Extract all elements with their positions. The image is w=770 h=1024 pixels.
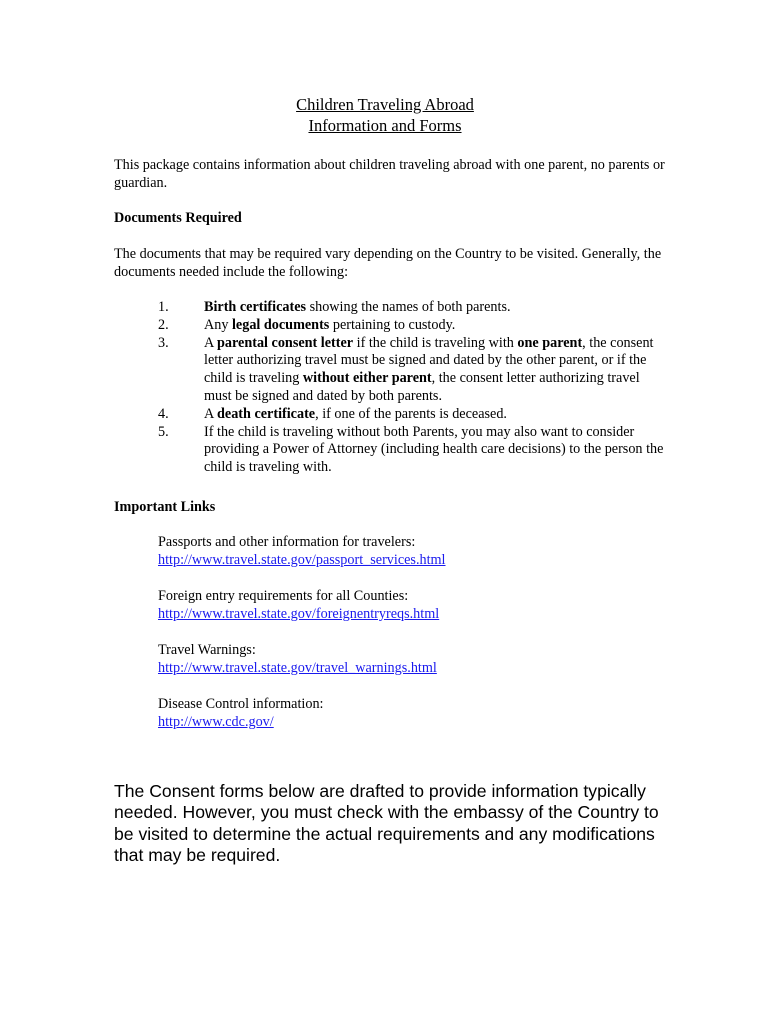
passport-services-link[interactable]: http://www.travel.state.gov/passport_services.html: [158, 551, 446, 568]
list-item: [0, 335, 770, 406]
consent-forms-notice: The Consent forms below are drafted to provide information typically needed. However, you must check with the embassy of the Country to be visited to determine the actual requirements and any modifications that may be required.: [114, 781, 659, 866]
list-item-text: [204, 335, 664, 406]
list-item-bold-text: parental consent letter: [217, 334, 354, 351]
link-block-passports: [158, 534, 678, 570]
list-item-plain-text: Any: [204, 316, 232, 333]
list-item: [0, 406, 770, 424]
documents-intro-paragraph: The documents that may be required vary depending on the Country to be visited. Generally, the documents needed include the following:: [114, 246, 662, 280]
list-item-number: 2.: [158, 316, 169, 333]
link-block-travel-warnings: [158, 642, 678, 678]
list-item: [0, 317, 770, 335]
list-item-text: [204, 406, 664, 424]
list-item-bold-text: without either parent: [302, 370, 432, 387]
list-item-number: 5.: [158, 423, 169, 440]
documents-list: [0, 299, 770, 477]
list-item-number: 4.: [158, 405, 169, 422]
list-item-plain-text: A: [204, 405, 218, 422]
list-item-plain-text: , if one of the parents is deceased.: [315, 405, 507, 422]
link-block-disease-control: [158, 696, 678, 732]
list-item-bold-text: death certificate: [217, 405, 316, 422]
list-item-plain-text: If the child is traveling without both Parents, you may also want to consider providing a Power of Attorney (including health care decisions) to the person the child is traveling with.: [204, 423, 664, 476]
important-links-heading: Important Links: [114, 499, 216, 515]
list-item-bold-text: one parent: [517, 334, 583, 351]
list-item-plain-text: , the consent letter authorizing travel must be signed and dated by both parents.: [204, 370, 640, 404]
foreign-entry-requirements-link[interactable]: http://www.travel.state.gov/foreignentryreqs.html: [158, 605, 440, 622]
disease-control-link[interactable]: http://www.cdc.gov/: [158, 713, 274, 730]
link-label: Foreign entry requirements for all Counties:: [158, 588, 409, 604]
list-item-number: 3.: [158, 334, 169, 351]
list-item-text: [204, 299, 664, 317]
link-block-foreign-entry: [158, 588, 678, 624]
document-title: Children Traveling Abroad: [296, 95, 474, 114]
list-item-plain-text: pertaining to custody.: [329, 316, 456, 333]
documents-required-heading: Documents Required: [114, 210, 242, 226]
list-item-plain-text: showing the names of both parents.: [306, 299, 511, 315]
list-item-number: 1.: [158, 299, 169, 315]
travel-warnings-link[interactable]: http://www.travel.state.gov/travel_warnings.html: [158, 659, 437, 676]
list-item: [0, 299, 770, 317]
list-item-plain-text: A: [204, 334, 218, 351]
document-subtitle: Information and Forms: [308, 116, 462, 135]
list-item-plain-text: , the consent letter authorizing travel must be signed and dated by the other parent, or if the child is traveling: [204, 334, 654, 387]
link-label: Travel Warnings:: [158, 642, 256, 658]
list-item-text: [204, 424, 664, 477]
list-item: [0, 424, 770, 477]
list-item-plain-text: if the child is traveling with: [353, 334, 518, 351]
link-label: Disease Control information:: [158, 696, 324, 712]
list-item-bold-text: legal documents: [231, 316, 330, 333]
link-label: Passports and other information for travelers:: [158, 534, 416, 550]
list-item-text: [204, 317, 664, 335]
list-item-bold-text: Birth certificates: [204, 299, 307, 315]
intro-paragraph: This package contains information about children traveling abroad with one parent, no parents or guardian.: [114, 157, 665, 191]
